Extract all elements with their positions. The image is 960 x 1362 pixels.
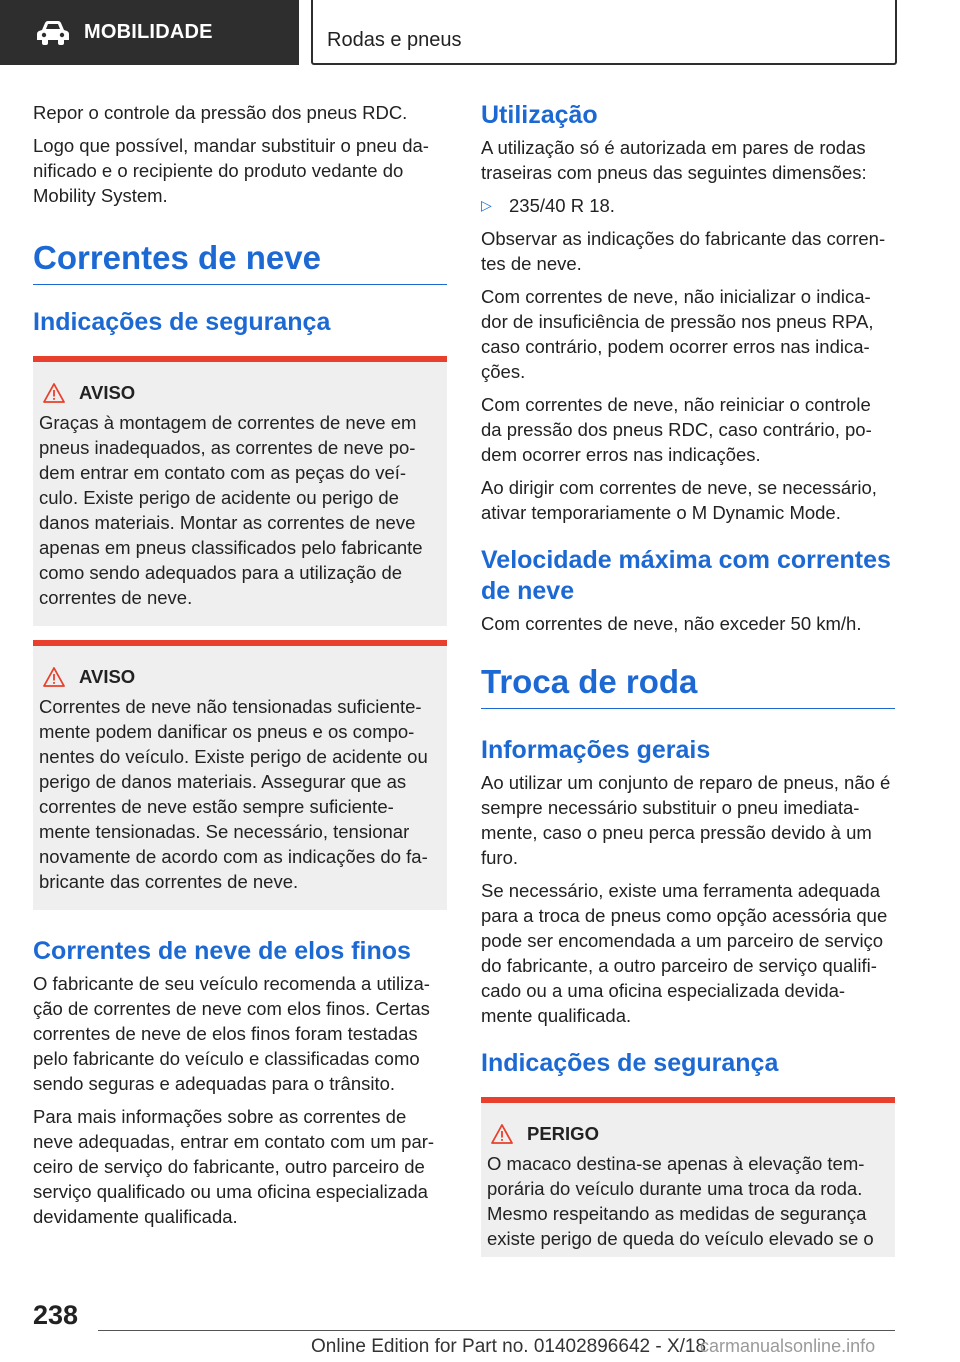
paragraph: Com correntes de neve, não exceder 50 km/h.: [481, 613, 862, 634]
warning-triangle-icon: [43, 383, 65, 403]
warning-box: [33, 356, 447, 626]
danger-text: O macaco destina-se apenas à elevação tem-porária do veículo durante uma troca da roda. Mesmo respeitando as medidas de segurança existe perigo de queda do veículo elevado se o: [487, 1153, 874, 1249]
paragraph: O fabricante de seu veículo recomenda a utiliza-ção de correntes de neve com elos finos. Certas correntes de neve de elos finos foram testadas pelo fabricante do veículo e classificadas como sendo seguras e adequadas para o trânsito.: [33, 973, 430, 1094]
heading-indicacoes-seguranca: Indicações de segurança: [33, 308, 331, 336]
bullet-triangle-icon: ▷: [481, 197, 492, 213]
heading-informacoes-gerais: Informações gerais: [481, 736, 711, 764]
warning-text: Graças à montagem de correntes de neve em pneus inadequados, as correntes de neve po-dem entrar em contato com as peças do veí-culo. Existe perigo de acidente ou perigo de danos materiais. Montar as correntes de neve apenas em pneus classificados pelo fabricante como sendo adequados para a utilização de correntes de neve.: [39, 412, 423, 608]
car-icon: [36, 20, 70, 46]
heading-correntes-de-neve: Correntes de neve: [33, 238, 447, 285]
warning-box: [33, 640, 447, 910]
paragraph: Ao dirigir com correntes de neve, se necessário, ativar temporariamente o M Dynamic Mode.: [481, 477, 877, 523]
paragraph: Com correntes de neve, não inicializar o indica-dor de insuficiência de pressão nos pneus RPA, caso contrário, podem ocorrer erros nas indica-ções.: [481, 286, 874, 382]
danger-box: [481, 1097, 895, 1257]
danger-title: PERIGO: [527, 1123, 599, 1144]
heading-velocidade-maxima: Velocidade máxima com correntes de neve: [481, 546, 891, 605]
list-item-text: 235/40 R 18.: [509, 195, 615, 216]
paragraph: Se necessário, existe uma ferramenta adequada para a troca de pneus como opção acessória que pode ser encomendada a um parceiro de serviço do fabricante, a outro parceiro de serviço qualifi-cado ou a uma oficina especializada devida-mente qualificada.: [481, 880, 888, 1026]
section-title: MOBILIDADE: [84, 21, 213, 43]
heading-elos-finos: Correntes de neve de elos finos: [33, 937, 411, 965]
right-column: [481, 100, 895, 1257]
section-header: [0, 0, 299, 65]
chapter-header: [311, 0, 897, 65]
warning-title: AVISO: [79, 666, 136, 687]
paragraph: A utilização só é autorizada em pares de rodas traseiras com pneus das seguintes dimensões:: [481, 137, 867, 183]
list-item: [481, 193, 895, 218]
paragraph: Ao utilizar um conjunto de reparo de pneus, não é sempre necessário substituir o pneu imediata-mente, caso o pneu perca pressão devido à um furo.: [481, 772, 891, 868]
warning-text: Correntes de neve não tensionadas suficiente-mente podem danificar os pneus e os compo-nentes do veículo. Existe perigo de acidente ou perigo de danos materiais. Assegurar que as correntes de neve estão sempre suficiente-mente tensionadas. Se necessário, tensionar novamente de acordo com as indicações do fa-bricante das correntes de neve.: [39, 696, 428, 892]
heading-indicacoes-seguranca: Indicações de segurança: [481, 1049, 779, 1077]
warning-triangle-icon: [491, 1124, 513, 1144]
paragraph: Repor o controle da pressão dos pneus RDC.: [33, 102, 408, 123]
heading-troca-de-roda: Troca de roda: [481, 662, 895, 709]
page-number: 238: [33, 1300, 79, 1330]
footer-divider: [98, 1330, 895, 1331]
heading-utilizacao: Utilização: [481, 101, 598, 129]
paragraph: Para mais informações sobre as correntes de neve adequadas, entrar em contato com um par-ceiro de serviço do fabricante, outro parceiro de serviço qualificado ou uma oficina especializada devidamente qualificada.: [33, 1106, 435, 1227]
warning-title: AVISO: [79, 382, 136, 403]
paragraph: Logo que possível, mandar substituir o pneu da-nificado e o recipiente do produto vedante do Mobility System.: [33, 135, 429, 206]
watermark-text: carmanualsonline.info: [700, 1336, 876, 1356]
warning-triangle-icon: [43, 667, 65, 687]
chapter-title: Rodas e pneus: [327, 29, 462, 51]
left-column: [33, 100, 447, 1237]
paragraph: Com correntes de neve, não reiniciar o controle da pressão dos pneus RDC, caso contrário, po-dem ocorrer erros nas indicações.: [481, 394, 872, 465]
edition-text: Online Edition for Part no. 01402896642 - X/18: [311, 1336, 707, 1357]
paragraph: Observar as indicações do fabricante das corren-tes de neve.: [481, 228, 886, 274]
